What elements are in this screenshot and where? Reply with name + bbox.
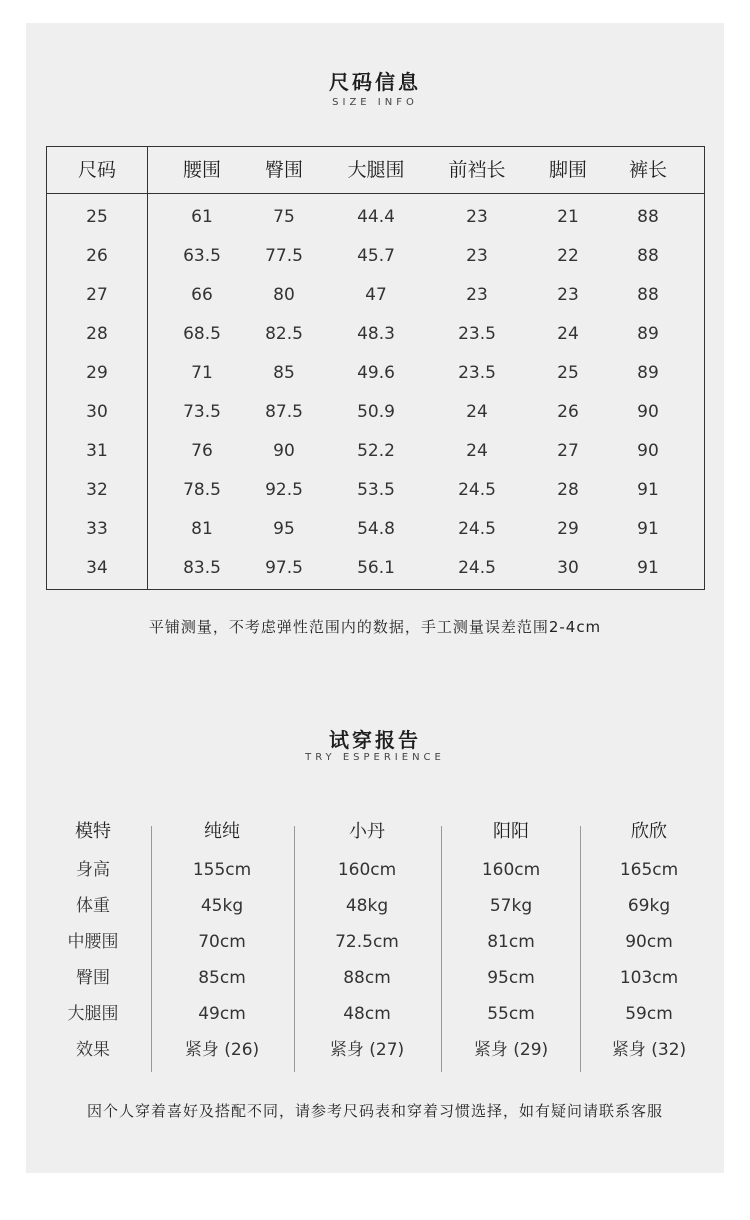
model-cell: 紧身 (32) — [611, 1040, 687, 1060]
table-cell: 48.3 — [357, 324, 395, 344]
model-cell: 70cm — [198, 932, 246, 952]
size-header-cell: 裤长 — [628, 159, 667, 181]
model-cell: 103cm — [619, 968, 679, 988]
table-cell: 90 — [637, 441, 659, 461]
model-cell: 紧身 (27) — [329, 1040, 405, 1060]
model-cell: 59cm — [625, 1004, 673, 1024]
model-cell: 55cm — [487, 1004, 535, 1024]
table-row — [47, 276, 704, 315]
table-row — [47, 393, 704, 432]
table-cell: 71 — [191, 363, 213, 383]
model-cell: 165cm — [619, 860, 679, 880]
table-cell: 23 — [466, 285, 488, 305]
model-header-cell: 小丹 — [349, 821, 385, 842]
model-cell: 身高 — [76, 860, 110, 880]
table-cell: 33 — [86, 519, 108, 539]
header-divider — [47, 193, 704, 194]
model-cell: 95cm — [487, 968, 535, 988]
model-cell: 81cm — [487, 932, 535, 952]
table-cell: 28 — [86, 324, 108, 344]
table-cell: 34 — [86, 558, 108, 578]
table-cell: 53.5 — [357, 480, 395, 500]
model-header-cell: 纯纯 — [204, 821, 240, 842]
column-divider — [441, 826, 442, 1072]
model-header-cell: 欣欣 — [631, 821, 667, 842]
table-cell: 47 — [365, 285, 387, 305]
model-cell: 效果 — [76, 1040, 110, 1060]
model-cell: 57kg — [489, 896, 533, 916]
table-row — [47, 510, 704, 549]
table-cell: 91 — [637, 480, 659, 500]
table-cell: 92.5 — [265, 480, 303, 500]
model-cell: 155cm — [192, 860, 252, 880]
table-row — [47, 432, 704, 471]
table-row — [47, 237, 704, 276]
model-column — [307, 812, 427, 1068]
model-cell: 85cm — [198, 968, 246, 988]
table-cell: 21 — [557, 207, 579, 227]
table-cell: 88 — [637, 246, 659, 266]
table-cell: 24.5 — [458, 480, 496, 500]
model-cell: 紧身 (26) — [184, 1040, 260, 1060]
table-cell: 95 — [273, 519, 295, 539]
table-cell: 88 — [637, 285, 659, 305]
table-cell: 25 — [557, 363, 579, 383]
table-cell: 56.1 — [357, 558, 395, 578]
try-report-subtitle: TRY ESPERIENCE — [305, 752, 445, 763]
table-cell: 45.7 — [357, 246, 395, 266]
table-cell: 23 — [557, 285, 579, 305]
table-cell: 87.5 — [265, 402, 303, 422]
table-cell: 49.6 — [357, 363, 395, 383]
size-header-cell: 尺码 — [77, 159, 116, 181]
table-row — [47, 549, 704, 588]
size-header-cell: 前裆长 — [448, 159, 506, 181]
model-cell: 体重 — [76, 896, 110, 916]
fit-note: 因个人穿着喜好及搭配不同，请参考尺码表和穿着习惯选择，如有疑问请联系客服 — [86, 1102, 663, 1120]
table-cell: 89 — [637, 324, 659, 344]
table-cell: 50.9 — [357, 402, 395, 422]
column-divider — [151, 826, 152, 1072]
table-cell: 77.5 — [265, 246, 303, 266]
model-table — [0, 812, 750, 1072]
table-cell: 22 — [557, 246, 579, 266]
model-cell: 紧身 (29) — [473, 1040, 549, 1060]
model-cell: 69kg — [627, 896, 671, 916]
model-cell: 中腰围 — [67, 932, 119, 952]
table-cell: 26 — [86, 246, 108, 266]
table-cell: 80 — [273, 285, 295, 305]
table-cell: 91 — [637, 558, 659, 578]
table-cell: 97.5 — [265, 558, 303, 578]
model-cell: 49cm — [198, 1004, 246, 1024]
table-cell: 28 — [557, 480, 579, 500]
table-cell: 75 — [273, 207, 295, 227]
table-cell: 30 — [557, 558, 579, 578]
table-row — [47, 471, 704, 510]
table-cell: 30 — [86, 402, 108, 422]
size-info-title: 尺码信息 — [329, 70, 421, 94]
table-cell: 27 — [557, 441, 579, 461]
table-row — [47, 354, 704, 393]
table-cell: 78.5 — [183, 480, 221, 500]
size-header-cell: 腰围 — [182, 159, 221, 181]
table-cell: 61 — [191, 207, 213, 227]
size-header-cell: 脚围 — [548, 159, 587, 181]
table-cell: 24 — [466, 402, 488, 422]
table-cell: 90 — [637, 402, 659, 422]
table-row — [47, 315, 704, 354]
table-cell: 66 — [191, 285, 213, 305]
size-table — [46, 146, 705, 590]
table-cell: 24.5 — [458, 519, 496, 539]
model-column — [33, 812, 153, 1068]
column-divider — [294, 826, 295, 1072]
table-cell: 32 — [86, 480, 108, 500]
model-cell: 88cm — [343, 968, 391, 988]
model-cell: 160cm — [481, 860, 541, 880]
table-cell: 26 — [557, 402, 579, 422]
model-column — [162, 812, 282, 1068]
model-header-cell: 模特 — [75, 821, 111, 842]
table-cell: 83.5 — [183, 558, 221, 578]
model-cell: 48kg — [345, 896, 389, 916]
table-cell: 24 — [466, 441, 488, 461]
table-cell: 29 — [86, 363, 108, 383]
try-report-title: 试穿报告 — [329, 728, 421, 752]
table-cell: 27 — [86, 285, 108, 305]
table-cell: 25 — [86, 207, 108, 227]
table-cell: 81 — [191, 519, 213, 539]
table-cell: 23 — [466, 207, 488, 227]
model-header-cell: 阳阳 — [493, 821, 529, 842]
table-cell: 68.5 — [183, 324, 221, 344]
model-cell: 160cm — [337, 860, 397, 880]
model-column — [589, 812, 709, 1068]
table-cell: 76 — [191, 441, 213, 461]
table-cell: 52.2 — [357, 441, 395, 461]
table-cell: 85 — [273, 363, 295, 383]
table-cell: 24 — [557, 324, 579, 344]
size-info-subtitle: SIZE INFO — [332, 97, 418, 108]
table-cell: 89 — [637, 363, 659, 383]
table-cell: 44.4 — [357, 207, 395, 227]
table-row — [47, 198, 704, 237]
measurement-note: 平铺测量，不考虑弹性范围内的数据，手工测量误差范围2-4cm — [148, 618, 602, 636]
table-cell: 91 — [637, 519, 659, 539]
model-cell: 90cm — [625, 932, 673, 952]
model-cell: 臀围 — [76, 968, 110, 988]
model-cell: 72.5cm — [335, 932, 399, 952]
table-cell: 23 — [466, 246, 488, 266]
table-cell: 88 — [637, 207, 659, 227]
table-cell: 23.5 — [458, 363, 496, 383]
model-cell: 大腿围 — [67, 1004, 119, 1024]
model-cell: 48cm — [343, 1004, 391, 1024]
size-header-cell: 大腿围 — [347, 159, 405, 181]
table-cell: 73.5 — [183, 402, 221, 422]
model-cell: 45kg — [200, 896, 244, 916]
table-cell: 29 — [557, 519, 579, 539]
size-header-cell: 臀围 — [264, 159, 303, 181]
column-divider — [580, 826, 581, 1072]
table-cell: 24.5 — [458, 558, 496, 578]
table-cell: 63.5 — [183, 246, 221, 266]
table-cell: 90 — [273, 441, 295, 461]
table-cell: 31 — [86, 441, 108, 461]
table-cell: 23.5 — [458, 324, 496, 344]
table-cell: 82.5 — [265, 324, 303, 344]
model-column — [451, 812, 571, 1068]
table-cell: 54.8 — [357, 519, 395, 539]
